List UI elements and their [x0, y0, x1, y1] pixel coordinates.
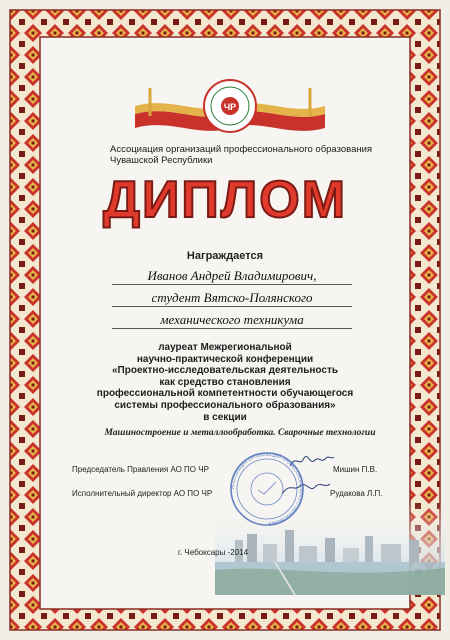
- recipient-line-2: студент Вятско-Полянского: [112, 289, 352, 307]
- body-line: системы профессионального образования»: [114, 399, 336, 411]
- body-line: научно-практической конференции: [136, 353, 314, 365]
- emblem-letters: ЧР: [223, 102, 237, 112]
- official-stamp: [228, 450, 306, 528]
- body-line: лауреат Межрегиональной: [158, 342, 292, 353]
- organization-name: [110, 144, 380, 166]
- recipient-line-3: механического техникума: [112, 311, 352, 329]
- director-role: Исполнительный директор АО ПО ЧР: [72, 489, 213, 498]
- org-line-1: Ассоциация организаций профессионального образования: [110, 144, 373, 155]
- section-name: Машиностроение и металлообработка. Сварочные технологии: [104, 428, 376, 438]
- body-line: «Проектно-исследовательская деятельность: [111, 365, 339, 377]
- body-line: в секции: [203, 411, 247, 423]
- director-name: Рудакова Л.П.: [330, 489, 383, 498]
- body-line: как средство становления: [159, 376, 291, 388]
- recipient-name: Иванов Андрей Владимирович,: [112, 267, 352, 285]
- awarded-label: Награждается: [186, 250, 264, 262]
- stamp-ring-text: АССОЦИАЦИЯ ОРГАНИЗАЦИЙ ПРОФЕССИОНАЛЬНОГО ОБРАЗОВАНИЯ: [229, 451, 305, 526]
- org-line-2: Чувашской Республики: [110, 155, 213, 166]
- association-emblem: [130, 76, 330, 146]
- diploma-title: ДИПЛОМ: [102, 171, 348, 229]
- body-line: профессиональной компетентности обучающегося: [96, 388, 354, 400]
- place-and-date: г. Чебоксары -2014: [178, 548, 249, 557]
- chairman-role: Председатель Правления АО ПО ЧР: [72, 465, 209, 474]
- chairman-name: Мишин П.В.: [333, 465, 378, 474]
- award-description: [90, 342, 360, 423]
